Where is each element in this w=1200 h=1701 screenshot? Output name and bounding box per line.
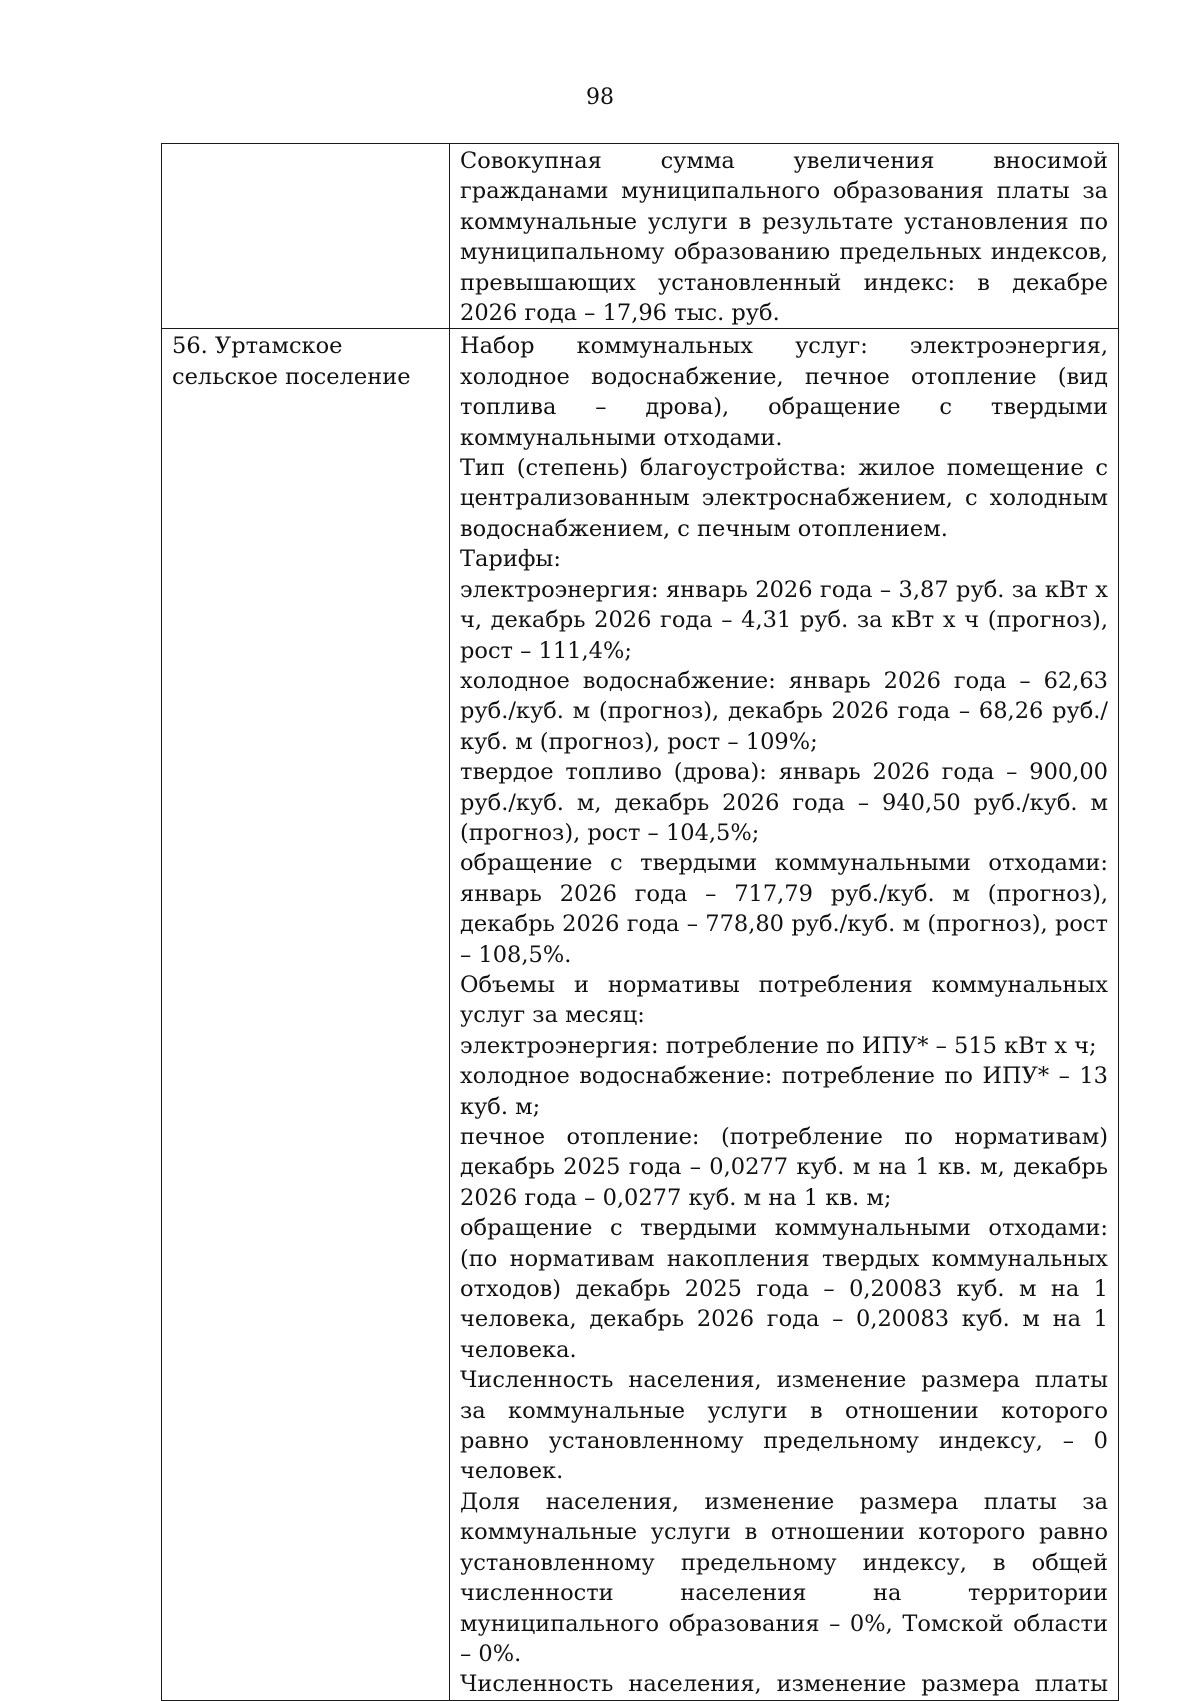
paragraph-population-share: Доля населения, изменение размера платы за коммунальные услуги в отношении которого равно установленному предельному индексу, в общей численности населения на территории муниципального образования – 0%, Томской области – 0%. [460, 1488, 1108, 1667]
page-number: 98 [586, 85, 614, 110]
paragraph-improvement-type: Тип (степень) благоустройства: жилое помещение с централизованным электроснабжением, с холодным водоснабжением, с печным отоплением. [460, 455, 1108, 542]
table-cell-municipality [162, 144, 450, 329]
paragraph-population-count-continued: Численность населения, изменение размера платы [460, 1671, 1108, 1698]
paragraph-total-increase: Совокупная сумма увеличения вносимой гражданами муниципального образования платы за коммунальные услуги в результате установления по муниципальному образованию предельных индексов, превышающих установленный индекс: в декабре 2026 года – 17,96 тыс. руб. [460, 148, 1108, 327]
municipality-name: 56. Уртамское [172, 333, 343, 360]
paragraph-population-count: Численность населения, изменение размера платы за коммунальные услуги в отношении которого равно установленному предельному индексу, – 0 человек. [460, 1367, 1108, 1485]
table-cell-municipality [162, 329, 450, 1700]
paragraph-tariff-solid-waste: обращение с твердыми коммунальными отходами: январь 2026 года – 717,79 руб./куб. м (прогноз), декабрь 2026 года – 778,80 руб./куб. м (прогноз), рост – 108,5%. [460, 850, 1108, 968]
paragraph-volume-solid-waste: обращение с твердыми коммунальными отходами: (по нормативам накопления твердых коммунальных отходов) декабрь 2025 года – 0,20083 куб. м на 1 человека, декабрь 2026 года – 0,20083 куб. м на 1 человека. [460, 1215, 1108, 1363]
paragraph-volume-cold-water: холодное водоснабжение: потребление по ИПУ* – 13 куб. м; [460, 1063, 1108, 1120]
paragraph-volumes-heading: Объемы и нормативы потребления коммунальных услуг за месяц: [460, 971, 1108, 1029]
document-table [161, 143, 1119, 1701]
paragraph-services-set: Набор коммунальных услуг: электроэнергия, холодное водоснабжение, печное отопление (вид топлива – дрова), обращение с твердыми коммунальными отходами. [460, 333, 1108, 451]
paragraph-tariffs-heading: Тарифы: [460, 546, 561, 573]
paragraph-volume-heating: печное отопление: (потребление по нормативам) декабрь 2025 года – 0,0277 куб. м на 1 кв. м, декабрь 2026 года – 0,0277 куб. м на 1 кв. м; [460, 1124, 1108, 1211]
paragraph-tariff-solid-fuel: твердое топливо (дрова): январь 2026 года – 900,00 руб./куб. м, декабрь 2026 года – 940,50 руб./куб. м (прогноз), рост – 104,5%; [460, 759, 1108, 846]
paragraph-tariff-cold-water: холодное водоснабжение: январь 2026 года – 62,63 руб./куб. м (прогноз), декабрь 2026 года – 68,26 руб./куб. м (прогноз), рост – 109%; [460, 667, 1108, 755]
table-cell-description [450, 329, 1119, 1700]
table-row [162, 144, 1119, 329]
paragraph-volume-electricity: электроэнергия: потребление по ИПУ* – 515 кВт х ч; [460, 1032, 1097, 1059]
municipality-type: сельское поселение [172, 363, 411, 390]
paragraph-tariff-electricity: электроэнергия: январь 2026 года – 3,87 руб. за кВт х ч, декабрь 2026 года – 4,31 руб. за кВт х ч (прогноз), рост – 111,4%; [460, 576, 1108, 664]
table-row [162, 329, 1119, 1700]
table-cell-description [450, 144, 1119, 329]
